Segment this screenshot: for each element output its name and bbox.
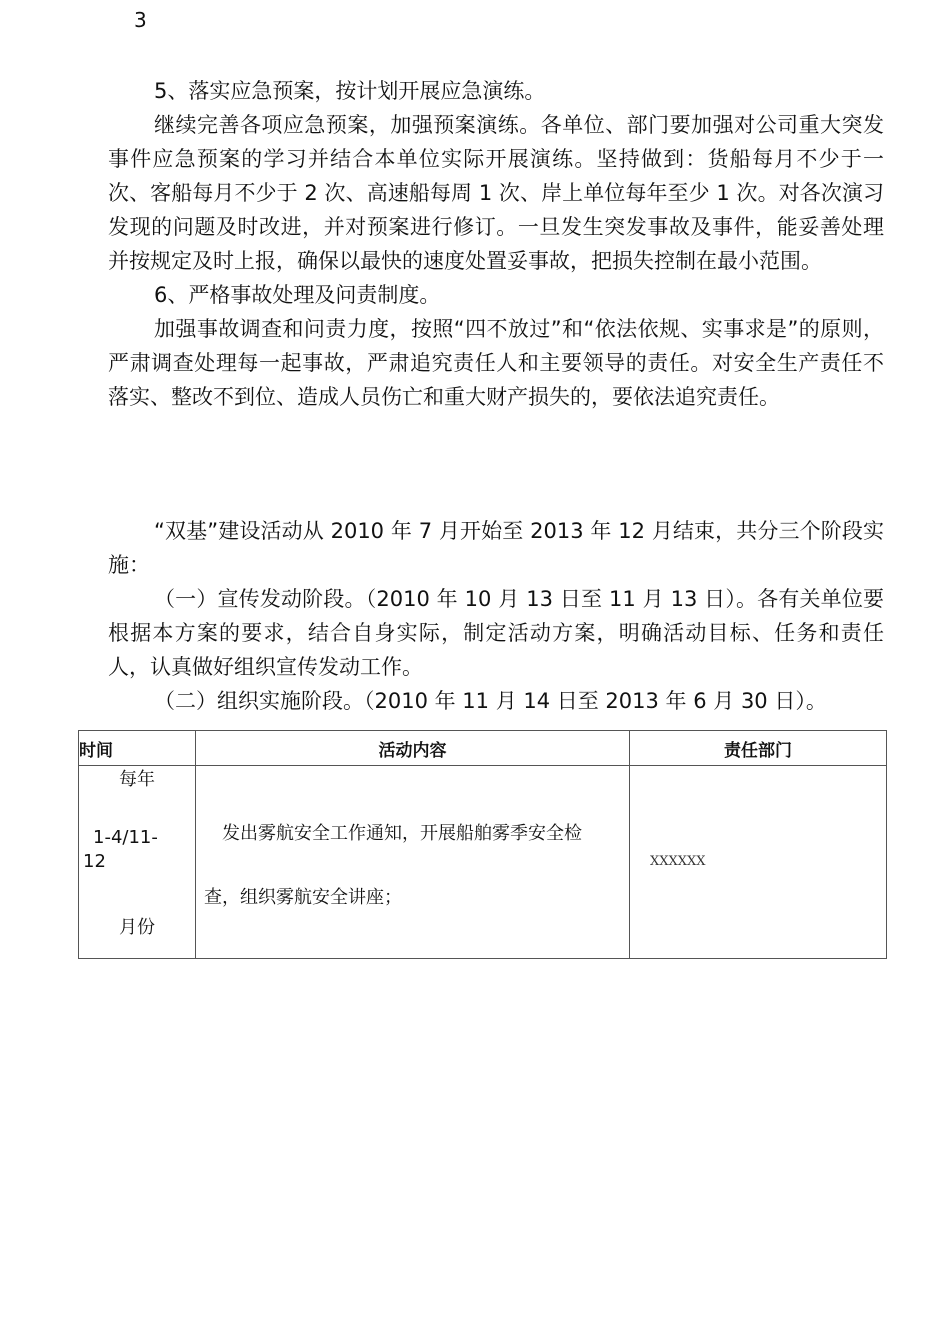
- safety-measures-section: [108, 74, 884, 414]
- phase2-paragraph: （二）组织实施阶段。（2010 年 11 月 14 日至 2013 年 6 月 30 日）。: [154, 689, 827, 713]
- time-line-1: 每年: [119, 769, 155, 790]
- header-content: 活动内容: [196, 731, 630, 766]
- header-time: 时间: [79, 731, 196, 766]
- section6-heading: 6、严格事故处理及问责制度。: [154, 283, 441, 307]
- table-header-row: [79, 731, 887, 766]
- shuangji-section: [108, 514, 884, 718]
- content-cell: [196, 766, 630, 959]
- content-line-2: 查，组织雾航安全讲座；: [204, 887, 402, 908]
- content-line-1: 发出雾航安全工作通知，开展船舶雾季安全检: [222, 823, 582, 844]
- shuangji-intro: “双基”建设活动从 2010 年 7 月开始至 2013 年 12 月结束，共分三个阶段实施：: [108, 519, 884, 577]
- dept-cell: [630, 766, 887, 959]
- section6-body: 加强事故调查和问责力度，按照“四不放过”和“依法依规、实事求是”的原则，严肃调查处理每一起事故，严肃追究责任人和主要领导的责任。对安全生产责任不落实、整改不到位、造成人员伤亡和重大财产损失的，要依法追究责任。: [108, 317, 884, 409]
- header-dept: 责任部门: [630, 731, 887, 766]
- time-line-2: 1-4/11-: [93, 827, 158, 848]
- phase1-paragraph: （一）宣传发动阶段。（2010 年 10 月 13 日至 11 月 13 日）。各有关单位要根据本方案的要求，结合自身实际，制定活动方案，明确活动目标、任务和责任人，认真做好组织宣传发动工作。: [108, 587, 884, 679]
- time-cell: [79, 766, 196, 959]
- table-row: [79, 766, 887, 959]
- time-line-3: 12: [83, 851, 106, 872]
- time-line-4: 月份: [119, 917, 155, 938]
- dept-value: XXXXXX: [650, 854, 706, 869]
- page-number: 3: [134, 8, 147, 32]
- section5-body: 继续完善各项应急预案，加强预案演练。各单位、部门要加强对公司重大突发事件应急预案的学习并结合本单位实际开展演练。坚持做到：货船每月不少于一次、客船每月不少于 2 次、高速船每周 1 次、岸上单位每年至少 1 次。对各次演习发现的问题及时改进，并对预案进行修订。一旦发生突发事故及事件，能妥善处理并按规定及时上报，确保以最快的速度处置妥事故，把损失控制在最小范围。: [108, 113, 884, 273]
- activity-table: [78, 730, 887, 959]
- section5-heading: 5、落实应急预案，按计划开展应急演练。: [154, 79, 546, 103]
